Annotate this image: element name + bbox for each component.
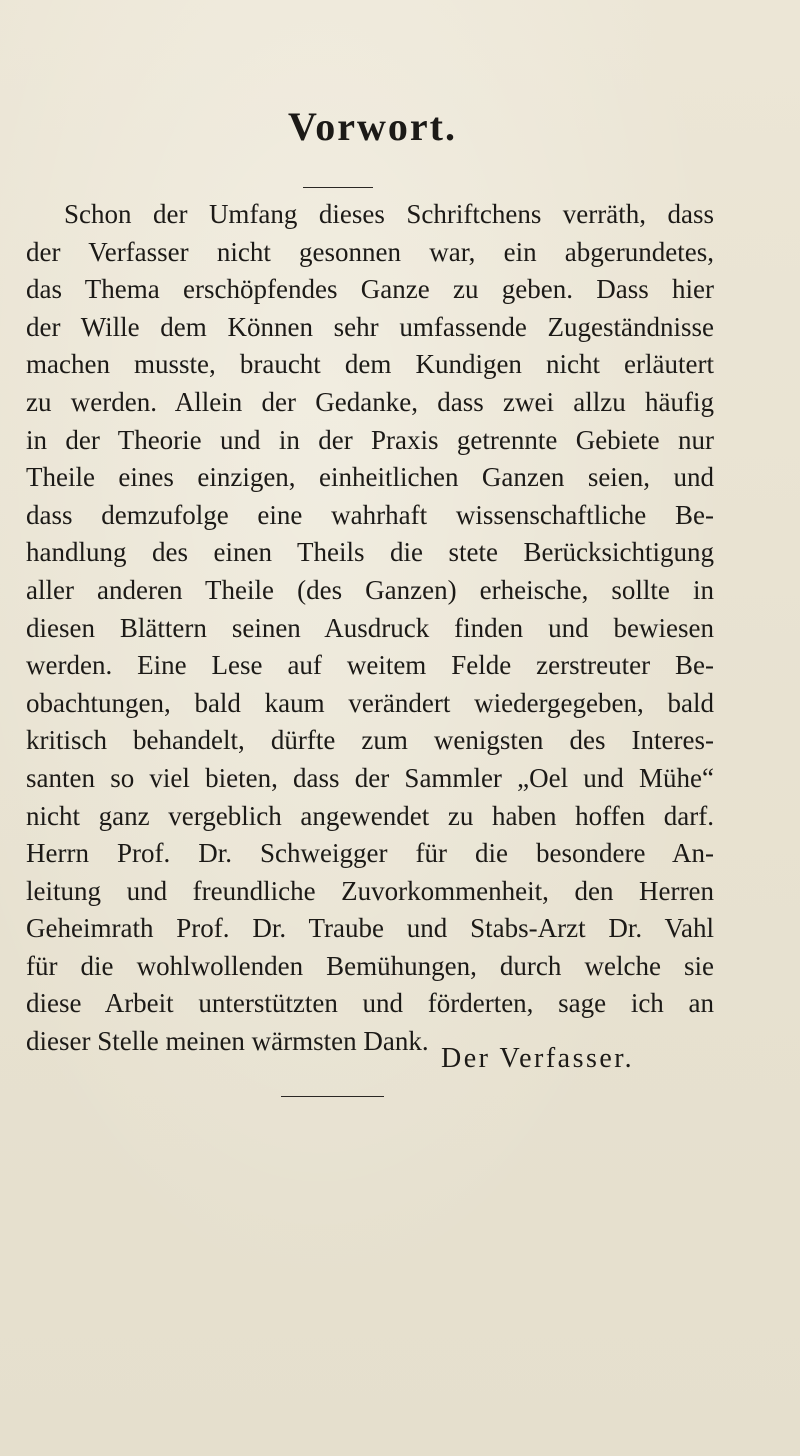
text-line: dass demzufolge eine wahrhaft wissenschaftliche Be- — [26, 499, 714, 530]
text-line: handlung des einen Theils die stete Berücksichtigung — [26, 537, 714, 568]
text-line: Schon der Umfang dieses Schriftchens verräth, dass — [64, 199, 714, 229]
text-line: machen musste, braucht dem Kundigen nicht erläutert — [26, 349, 714, 380]
text-line: aller anderen Theile (des Ganzen) erheische, sollte in — [26, 574, 714, 605]
text-line: santen so viel bieten, dass der Sammler „Oel und Mühe“ — [26, 762, 714, 793]
text-line: obachtungen, bald kaum verändert wiedergegeben, bald — [26, 687, 714, 718]
text-line: Theile eines einzigen, einheitlichen Ganzen seien, und — [26, 462, 714, 493]
text-line: für die wohlwollenden Bemühungen, durch welche sie — [26, 950, 714, 981]
closing-divider — [281, 1096, 384, 1097]
title-divider — [303, 187, 373, 188]
text-line: dieser Stelle meinen wärmsten Dank. — [26, 1026, 429, 1057]
text-line: in der Theorie und in der Praxis getrennte Gebiete nur — [26, 424, 714, 455]
page-title: Vorwort. — [288, 104, 457, 149]
text-line: leitung und freundliche Zuvorkommenheit, den Herren — [26, 875, 714, 906]
text-line: Herrn Prof. Dr. Schweigger für die besondere An- — [26, 838, 714, 869]
text-line: nicht ganz vergeblich angewendet zu haben hoffen darf. — [26, 800, 714, 831]
text-line: diesen Blättern seinen Ausdruck finden und bewiesen — [26, 612, 714, 643]
text-line: Geheimrath Prof. Dr. Traube und Stabs-Arzt Dr. Vahl — [26, 913, 714, 944]
text-line: kritisch behandelt, dürfte zum wenigsten des Interes- — [26, 725, 714, 756]
text-line: diese Arbeit unterstützten und förderten, sage ich an — [26, 988, 714, 1019]
preface-text — [26, 196, 714, 1061]
text-line: werden. Eine Lese auf weitem Felde zerstreuter Be- — [26, 650, 714, 681]
text-line: zu werden. Allein der Gedanke, dass zwei allzu häufig — [26, 386, 714, 417]
signature: Der Verfasser. — [441, 1043, 635, 1074]
text-line: das Thema erschöpfendes Ganze zu geben. Dass hier — [26, 274, 714, 305]
text-line: der Verfasser nicht gesonnen war, ein abgerundetes, — [26, 236, 714, 267]
text-line: der Wille dem Können sehr umfassende Zugeständnisse — [26, 311, 714, 342]
